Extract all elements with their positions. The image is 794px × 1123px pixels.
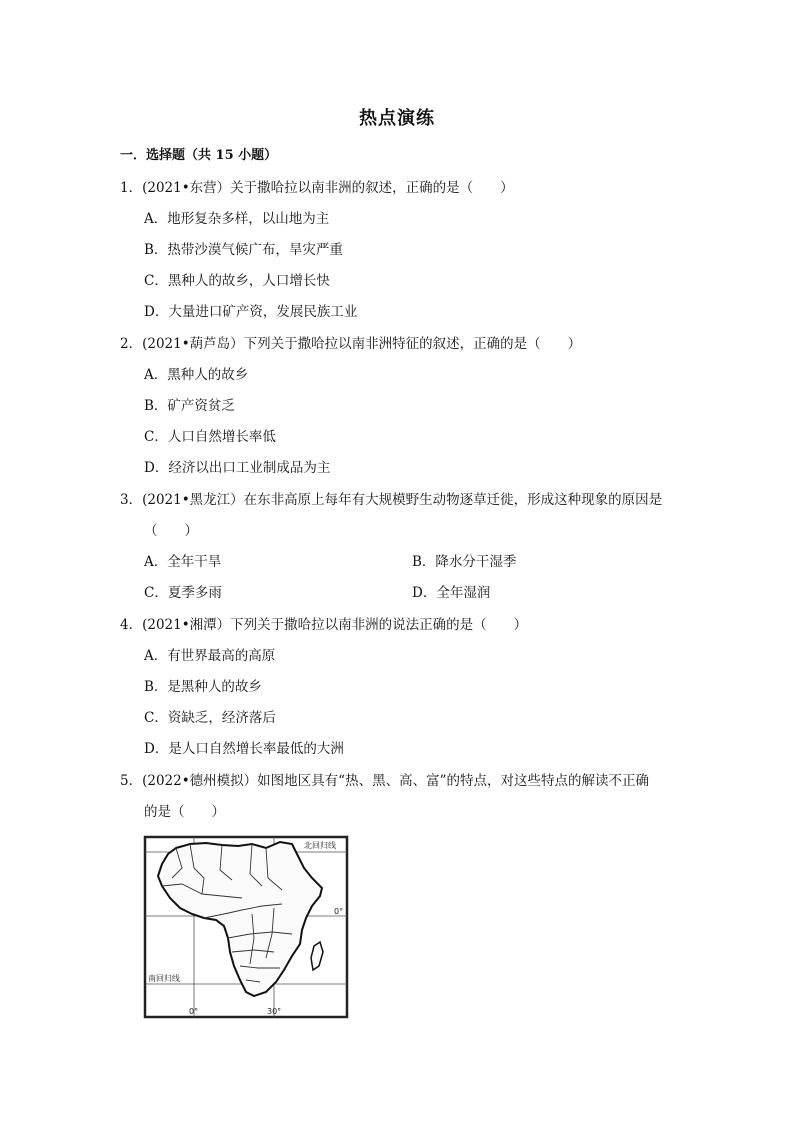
meridian-0-label: 0° bbox=[189, 1007, 199, 1016]
tropic-of-cancer-label: 北回归线 bbox=[304, 841, 336, 850]
question-3-option-b[interactable]: B．降水分干湿季 bbox=[412, 554, 517, 570]
page-title: 热点演练 bbox=[359, 108, 435, 129]
section-heading: 一．选择题（共 15 小题） bbox=[120, 148, 278, 163]
question-3-option-d[interactable]: D．全年湿润 bbox=[412, 585, 491, 601]
question-5-stem: 5．(2022•德州模拟）如图地区具有“热、黑、高、富”的特点，对这些特点的解读不正确 bbox=[120, 773, 649, 789]
question-4-option-d[interactable]: D．是人口自然增长率最低的大洲 bbox=[144, 741, 344, 757]
question-1-option-b[interactable]: B．热带沙漠气候广布，旱灾严重 bbox=[144, 242, 343, 258]
question-5-stem-cont: 的是（ ） bbox=[144, 804, 225, 820]
question-4-option-b[interactable]: B．是黑种人的故乡 bbox=[144, 679, 262, 695]
question-3-option-a[interactable]: A．全年干旱 bbox=[144, 554, 222, 570]
question-1-option-c[interactable]: C．黑种人的故乡，人口增长快 bbox=[144, 273, 330, 289]
question-3-stem: 3．(2021•黑龙江）在东非高原上每年有大规模野生动物逐草迁徙，形成这种现象的原因是 bbox=[120, 492, 663, 508]
question-4-option-a[interactable]: A．有世界最高的高原 bbox=[144, 648, 276, 664]
question-2-stem: 2．(2021•葫芦岛）下列关于撒哈拉以南非洲特征的叙述，正确的是（ ） bbox=[120, 336, 582, 352]
question-2-option-c[interactable]: C．人口自然增长率低 bbox=[144, 429, 276, 445]
question-2-option-a[interactable]: A．黑种人的故乡 bbox=[144, 367, 249, 383]
question-4-option-c[interactable]: C．资缺乏，经济落后 bbox=[144, 710, 276, 726]
equator-label: 0° bbox=[334, 907, 344, 916]
question-1-stem: 1．(2021•东营）关于撒哈拉以南非洲的叙述，正确的是（ ） bbox=[120, 180, 514, 196]
tropic-of-capricorn-label: 南回归线 bbox=[148, 974, 180, 983]
question-4-stem: 4．(2021•湘潭）下列关于撒哈拉以南非洲的说法正确的是（ ） bbox=[120, 617, 528, 633]
question-3-stem-cont: （ ） bbox=[144, 523, 198, 539]
africa-map-figure bbox=[142, 834, 350, 1020]
question-2-option-d[interactable]: D．经济以出口工业制成品为主 bbox=[144, 460, 331, 476]
question-1-option-a[interactable]: A．地形复杂多样，以山地为主 bbox=[144, 211, 330, 227]
question-1-option-d[interactable]: D．大量进口矿产资，发展民族工业 bbox=[144, 304, 358, 320]
meridian-30-label: 30° bbox=[267, 1007, 282, 1016]
question-3-option-c[interactable]: C．夏季多雨 bbox=[144, 585, 222, 601]
question-2-option-b[interactable]: B．矿产资贫乏 bbox=[144, 398, 235, 414]
